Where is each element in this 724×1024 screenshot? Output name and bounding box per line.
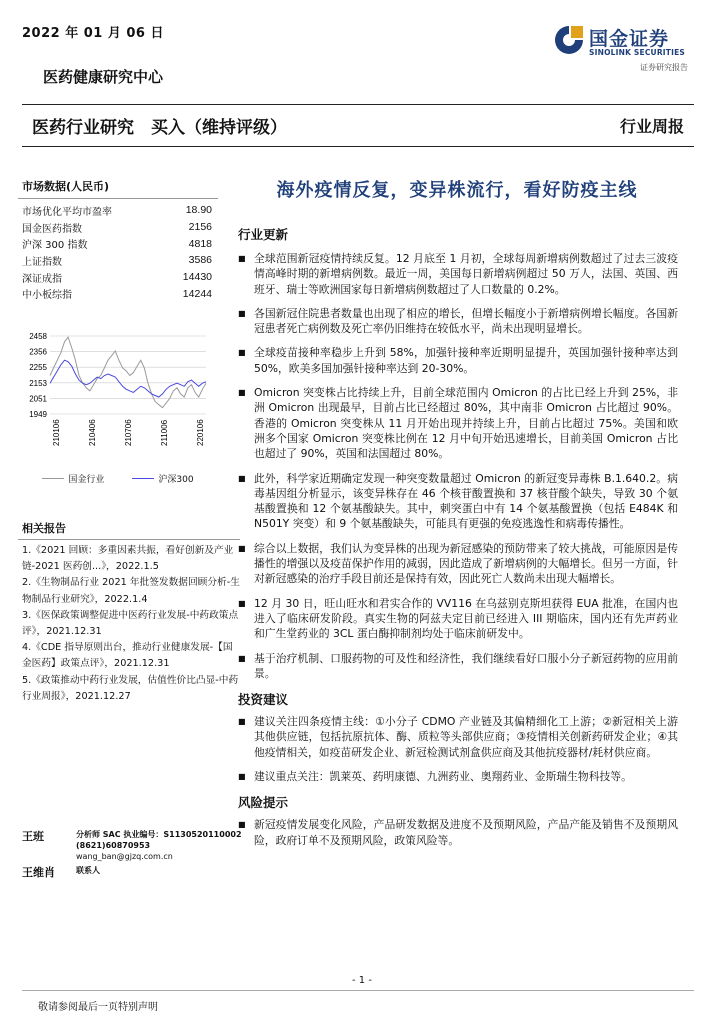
bullet-text: Omicron 突变株占比持续上升，目前全球范围内 Omicron 的占比已经上升到 25%，非洲 Omicron 出现最早，目前占比已经超过 80%，其中南非 Omicron 占比超过 90%。香港的 Omicron 突变株从 11 月开始出现并持续上升，目前占比超过 75%。美国和欧洲多个国家 Omicron 突变株比例在 12 月中旬开始迅速增长，目前美国 Omicron 占比也超过了 90%，英国和法国超过 80%。 (254, 386, 678, 461)
x-tick-label: 220106 (196, 419, 205, 446)
analyst-info (76, 829, 242, 862)
bullet-text: 新冠疫情发展变化风险，产品研发数据及进度不及预期风险，产品产能及销售不及预期风险，政府订单不及预期风险，政策风险等。 (254, 818, 678, 847)
bullet-text: 基于治疗机制、口服药物的可及性和经济性，我们继续看好口服小分子新冠药物的应用前景。 (254, 651, 678, 680)
bullet-item (238, 345, 696, 376)
bullet-square-icon: ■ (238, 254, 246, 263)
bullet-text: 各国新冠住院患者数量也出现了相应的增长，但增长幅度小于新增病例增长幅度。各国新冠患者死亡病例数及死亡率仍旧维持在较低水平，尚未出现明显增长。 (254, 306, 678, 336)
related-report-item[interactable]: 4.《CDE 指导原则出台，推动行业健康发展-【国金医药】政策点评》，2021.12.31 (22, 642, 233, 670)
header-bar (22, 104, 694, 147)
legend-item (132, 472, 193, 485)
related-report-item[interactable]: 1.《2021 回顾：多重因素共振，看好创新及产业链-2021 医药创...》，2022.1.5 (22, 545, 234, 573)
market-row (18, 269, 218, 286)
chart-legend (18, 472, 218, 485)
x-tick-label: 211006 (160, 419, 169, 446)
bullet-square-icon: ■ (238, 717, 246, 727)
bullet-text: 建议重点关注：凯莱英、药明康德、九洲药业、奥翔药业、金斯瑞生物科技等。 (254, 770, 632, 784)
series-line-0 (50, 337, 206, 408)
market-row (18, 202, 218, 219)
related-reports-title: 相关报告 (22, 522, 66, 535)
page-number: - 1 - (352, 975, 372, 986)
brand-logo (553, 22, 693, 60)
contact-info (76, 865, 100, 876)
research-center: 医药健康研究中心 (43, 68, 164, 86)
bullet-text: 全球范围新冠疫情持续反复。12 月底至 1 月初，全球每周新增病例数超过了过去三波疫情高峰时期的新增病例数。最近一周，美国每日新增病例超过 50 万人，法国、英国、西班牙、瑞士等欧洲国家每日新增病例数超过了人口数量的 0.2%。 (254, 252, 678, 296)
market-row (18, 219, 218, 236)
contact-name: 王维肖 (22, 866, 55, 879)
chart-x-axis (52, 419, 205, 446)
risk-bullets (238, 817, 696, 848)
sinolink-logo-icon (553, 24, 585, 56)
bullet-square-icon: ■ (238, 820, 246, 830)
bullet-square-icon: ■ (238, 308, 246, 318)
bullet-square-icon: ■ (238, 653, 246, 663)
bullet-square-icon: ■ (238, 543, 246, 553)
bullet-text: 综合以上数据，我们认为变异株的出现为新冠感染的预防带来了较大挑战，可能原因是传播性的增强以及疫苗保护作用的减弱，因此造成了新增病例的大幅增长。但另一方面，针对新冠感染的治疗手段目前还是保持有效，因此死亡人数尚未出现大幅增长。 (254, 541, 678, 586)
related-reports-list (18, 543, 240, 705)
market-data-title: 市场数据(人民币) (22, 180, 110, 193)
market-label: 国金医药指数 (22, 223, 82, 235)
industry-bullets (238, 251, 696, 681)
bullet-square-icon: ■ (238, 772, 246, 782)
y-tick-label: 2458 (29, 332, 47, 341)
y-tick-label: 2356 (29, 347, 47, 357)
market-row (18, 285, 218, 302)
chart-y-axis (29, 332, 47, 419)
legend-label-hs300: 沪深300 (158, 475, 194, 485)
main-title: 海外疫情反复，变异株流行，看好防疫主线 (276, 180, 638, 201)
section-title-invest: 投资建议 (238, 692, 289, 708)
footer-disclaimer: 敬请参阅最后一页特别声明 (38, 1002, 158, 1013)
report-date: 2022 年 01 月 06 日 (22, 26, 164, 41)
bullet-item (238, 769, 696, 784)
bullet-square-icon: ■ (238, 598, 246, 608)
bullet-text: 此外，科学家近期确定发现一种突变数量超过 Omicron 的新冠变异毒株 B.1.640.2。病毒基因组分析显示，该变异株存在 46 个核苷酸置换和 37 核苷酸个缺失，导致 30 个氨基酸置换和 12 个氨基酸缺失。其中，刺突蛋白中有 14 个氨基酸置换（包括 E484K 和 N501Y 突变）和 9 个氨基酸缺失，可能具有更强的免疫逃逸性和病毒传播性。 (254, 471, 678, 531)
analyst-email[interactable]: wang_ban@gjzq.com.cn (76, 852, 173, 861)
brand-name-en: SINOLINK SECURITIES (589, 48, 686, 57)
bullet-text: 12 月 30 日，旺山旺水和君实合作的 VV116 在乌兹别克斯坦获得 EUA 批准，在国内也进入了临床研发阶段。真实生物的阿兹夫定目前已经进入 III 期临床，国内还有先声药业和广生堂药业的 3CL 蛋白酶抑制剂均处于临床前研发中。 (254, 596, 678, 641)
related-report-item[interactable]: 5.《政策推动中药行业发展，估值性价比凸显-中药行业周报》，2021.12.27 (22, 674, 239, 702)
bullet-item (238, 541, 696, 587)
bullet-item (238, 817, 696, 848)
market-label: 上证指数 (22, 256, 62, 268)
divider (18, 198, 218, 199)
report-type: 行业周报 (619, 117, 684, 136)
bullet-item (238, 596, 696, 642)
divider (18, 539, 240, 540)
bullet-item (238, 714, 696, 760)
contact-role: 联系人 (76, 866, 100, 875)
section-title-industry: 行业更新 (238, 227, 289, 242)
legend-swatch-hs300 (132, 478, 154, 479)
bullet-square-icon: ■ (238, 473, 246, 483)
analyst-phone: (8621)60870953 (76, 841, 151, 850)
section-title-risk: 风险提示 (238, 795, 289, 811)
series-line-1 (50, 360, 206, 397)
market-label: 深证成指 (22, 273, 62, 285)
bullet-item (238, 471, 696, 532)
legend-swatch-industry (42, 478, 64, 479)
index-chart (18, 322, 218, 492)
x-tick-label: 210706 (124, 419, 133, 446)
market-value: 2156 (188, 221, 212, 234)
bullet-item (238, 651, 696, 682)
brand-name-cn: 国金证券 (589, 28, 670, 50)
related-report-item[interactable]: 2.《生物制品行业 2021 年批签发数据回顾分析-生物制品行业研究》，2022.1.4 (22, 577, 240, 605)
market-row (18, 252, 218, 269)
main-content (238, 176, 696, 848)
chart-series (50, 337, 206, 408)
legend-label-industry: 国金行业 (68, 475, 105, 485)
x-tick-label: 210406 (88, 419, 97, 446)
related-reports (18, 520, 240, 705)
analyst-name: 王班 (22, 830, 44, 843)
market-label: 中小板综指 (22, 290, 72, 302)
y-tick-label: 2153 (29, 378, 47, 388)
footer-divider (22, 990, 694, 991)
bullet-item (238, 385, 696, 461)
bullet-item (238, 306, 696, 337)
market-data-table (18, 202, 218, 302)
invest-bullets (238, 714, 696, 784)
y-tick-label: 1949 (29, 410, 47, 419)
bullet-item (238, 251, 696, 297)
market-label: 沪深 300 指数 (22, 240, 88, 252)
market-label: 市场优化平均市盈率 (22, 206, 112, 218)
chart-grid (50, 336, 206, 414)
market-value: 14430 (182, 271, 212, 284)
bullet-square-icon: ■ (238, 388, 246, 398)
market-value: 18.90 (185, 204, 212, 217)
market-value: 3586 (188, 254, 212, 267)
x-tick-label: 210106 (52, 419, 61, 446)
bullet-text: 全球疫苗接种率稳步上升到 58%，加强针接种率近期明显提升，英国加强针接种率达到 50%，欧美多国加强针接种率达到 20-30%。 (254, 346, 678, 375)
y-tick-label: 2051 (29, 394, 47, 404)
analyst-sac: 分析师 SAC 执业编号：S1130520110002 (76, 830, 242, 839)
market-data-panel (18, 178, 218, 302)
market-value: 14244 (182, 287, 212, 300)
report-rating-title: 医药行业研究 买入（维持评级） (32, 118, 287, 138)
y-tick-label: 2255 (29, 363, 47, 373)
report-tag: 证券研究报告 (640, 63, 688, 72)
market-value: 4818 (188, 237, 212, 250)
bullet-square-icon: ■ (238, 348, 246, 358)
legend-item (42, 472, 104, 485)
market-row (18, 235, 218, 252)
related-report-item[interactable]: 3.《医保政策调整促进中医药行业发展-中药政策点评》，2021.12.31 (22, 609, 239, 638)
bullet-text: 建议关注四条疫情主线：①小分子 CDMO 产业链及其偏精细化工上游；②新冠相关上游其他供应链，包括抗原抗体、酶、质粒等头部供应商；③疫情相关创新药研发企业；④其他疫情相关，如疫苗研发企业、新冠检测试剂盒供应商及其他抗疫器材/耗材供应商。 (254, 715, 678, 759)
